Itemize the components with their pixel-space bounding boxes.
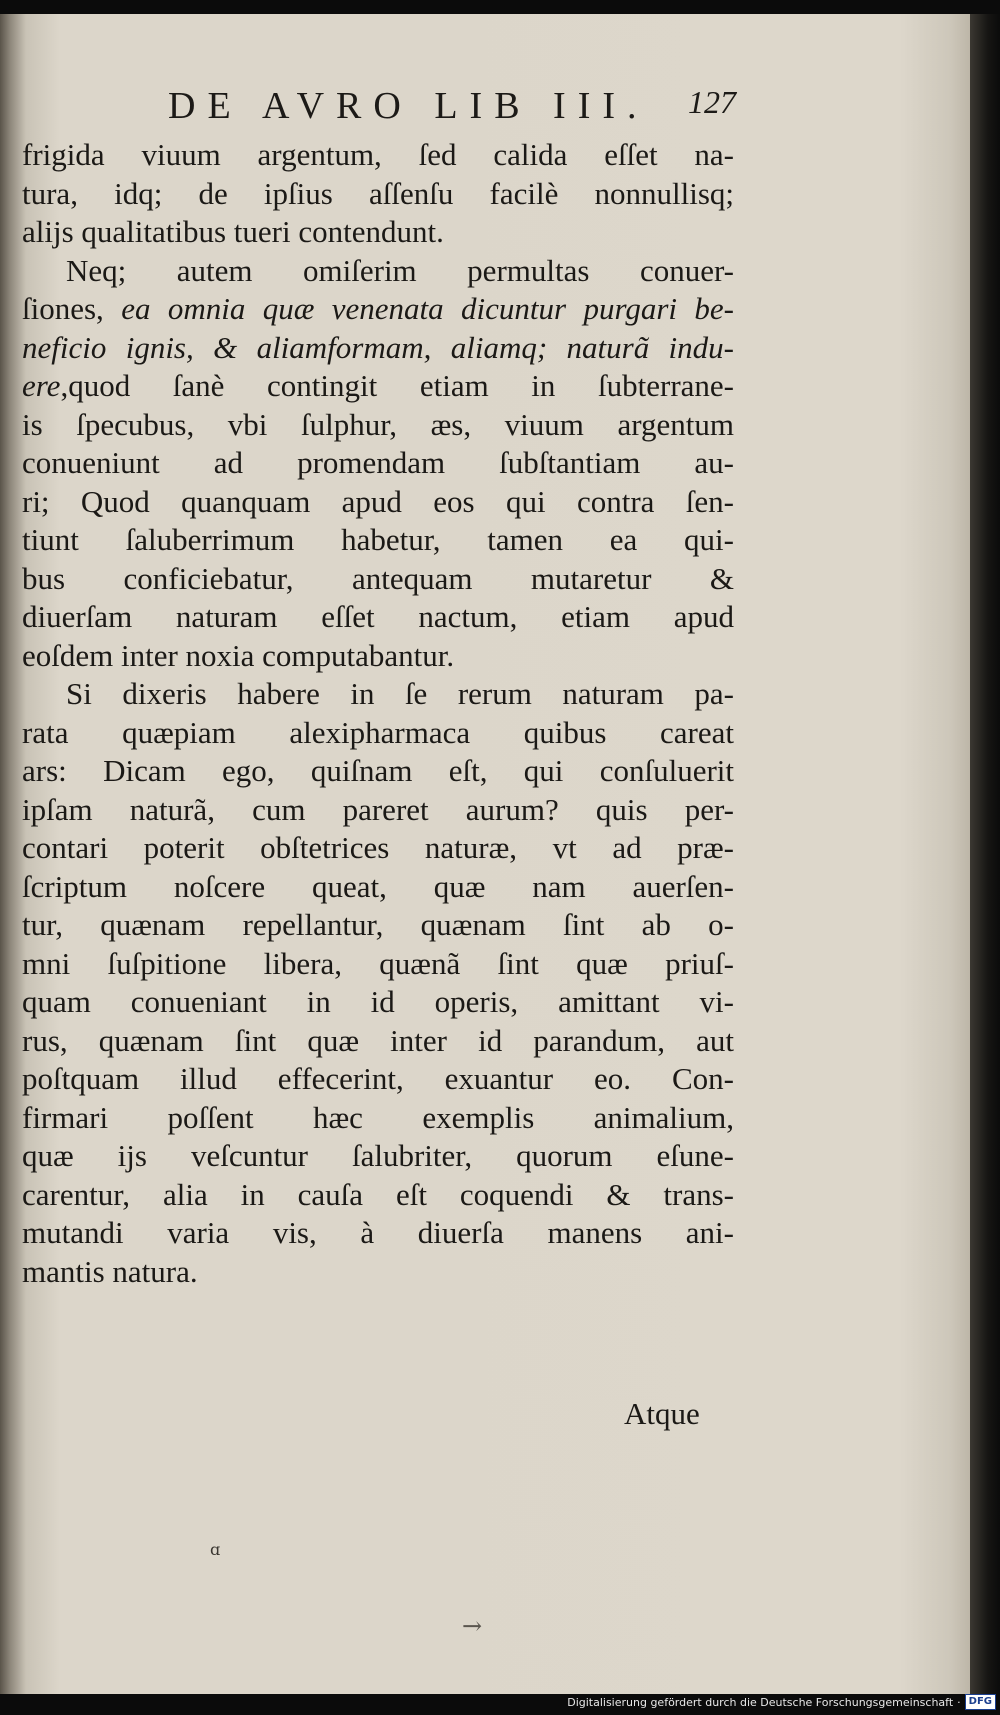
text-line <box>22 829 734 868</box>
body-text <box>22 136 734 1291</box>
text-line <box>22 483 734 522</box>
text-line <box>22 598 734 637</box>
text-line-content: conueniunt ad promendam ſubſtantiam au- <box>22 445 734 480</box>
running-head <box>0 84 970 127</box>
text-line <box>22 252 734 291</box>
text-line <box>22 868 734 907</box>
text-line-content: firmari poſſent hæc exemplis animalium, <box>22 1099 734 1135</box>
italic-run: ere <box>22 368 61 403</box>
page-number: 127 <box>688 84 736 120</box>
text-line <box>22 1137 734 1176</box>
text-line-content: ri; Quod quanquam apud eos qui contra ſen- <box>22 483 734 519</box>
italic-run: neficio ignis, & aliamformam, aliamq; naturã indu- <box>22 329 734 365</box>
text-line <box>22 791 734 830</box>
text-line-content <box>22 367 734 406</box>
text-line <box>22 945 734 984</box>
text-line-content: mutandi varia vis, à diuerſa manens ani- <box>22 1215 734 1250</box>
text-line <box>22 906 734 945</box>
text-line-content: quæ ijs veſcuntur ſalubriter, quorum eſune- <box>22 1138 734 1173</box>
text-line-content: frigida viuum argentum, ſed calida eſſet na- <box>22 137 734 172</box>
text-line-content: diuerſam naturam eſſet nactum, etiam apud <box>22 599 734 634</box>
text-line <box>22 367 734 406</box>
text-line-content: poſtquam illud effecerint, exuantur eo. Con- <box>22 1061 734 1096</box>
text-line <box>22 1176 734 1215</box>
text-line-content: ipſam naturã, cum pareret aurum? quis per- <box>22 791 734 827</box>
text-line-content: bus conficiebatur, antequam mutaretur & <box>22 560 734 596</box>
text-line-content: tura, idq; de ipſius aſſenſu facilè nonnullisq; <box>22 175 734 211</box>
page-edge-shadow <box>970 14 1000 1694</box>
text-line <box>22 406 734 445</box>
italic-run: ea omnia quæ venenata dicuntur purgari be- <box>121 291 734 326</box>
text-line <box>22 521 734 560</box>
arrow-mark: → <box>462 1612 483 1640</box>
text-line <box>22 1099 734 1138</box>
text-line-content: carentur, alia in cauſa eſt coquendi & trans- <box>22 1176 734 1212</box>
roman-run: ſiones, <box>22 291 122 326</box>
text-line-content: quam conueniant in id operis, amittant vi- <box>22 984 734 1019</box>
dfg-logo: DFG <box>965 1694 996 1710</box>
text-line-content: mni ſuſpitione libera, quænã ſint quæ priuſ- <box>22 945 734 981</box>
text-line-content: tur, quænam repellantur, quænam ſint ab o- <box>22 907 734 942</box>
text-line <box>22 444 734 483</box>
text-line <box>22 752 734 791</box>
text-line-content: contari poterit obſtetrices naturæ, vt ad præ- <box>22 830 734 865</box>
text-line <box>22 213 734 252</box>
signature-mark: ɑ <box>210 1540 221 1559</box>
text-line <box>22 1253 734 1292</box>
digitization-footer: Digitalisierung gefördert durch die Deutsche Forschungsgemeinschaft · DFG <box>567 1693 996 1711</box>
text-line <box>22 714 734 753</box>
catchword: Atque <box>624 1396 700 1431</box>
text-line-content <box>22 329 734 368</box>
roman-run: ,quod ſanè contingit etiam in ſubterrane- <box>60 368 734 403</box>
text-line-content: eoſdem inter noxia computabantur. <box>22 637 455 673</box>
text-line-content: Si dixeris habere in ſe rerum naturam pa- <box>66 676 734 711</box>
text-line-content: rus, quænam ſint quæ inter id parandum, aut <box>22 1022 734 1058</box>
text-line-content: Neq; autem omiſerim permultas conuer- <box>66 252 734 288</box>
text-line-content: ſcriptum noſcere queat, quæ nam auerſen- <box>22 868 734 904</box>
text-line <box>22 329 734 368</box>
text-line <box>22 983 734 1022</box>
text-line <box>22 1060 734 1099</box>
text-line <box>22 675 734 714</box>
text-line <box>22 1022 734 1061</box>
text-line-content: rata quæpiam alexipharmaca quibus careat <box>22 714 734 750</box>
text-line <box>22 136 734 175</box>
text-line-content: tiunt ſaluberrimum habetur, tamen ea qui- <box>22 522 734 557</box>
text-line <box>22 290 734 329</box>
text-line-content <box>22 290 734 329</box>
text-line <box>22 1214 734 1253</box>
footer-credit: Digitalisierung gefördert durch die Deutsche Forschungsgemeinschaft <box>567 1695 954 1709</box>
text-line <box>22 560 734 599</box>
text-line <box>22 637 734 676</box>
running-head-title: DE AVRO LIB III. <box>168 85 649 127</box>
text-line-content: is ſpecubus, vbi ſulphur, æs, viuum argentum <box>22 406 734 442</box>
text-line-content: alijs qualitatibus tueri contendunt. <box>22 214 444 249</box>
text-line <box>22 175 734 214</box>
text-line-content: ars: Dicam ego, quiſnam eſt, qui conſuluerit <box>22 753 734 788</box>
text-line-content: mantis natura. <box>22 1253 198 1289</box>
